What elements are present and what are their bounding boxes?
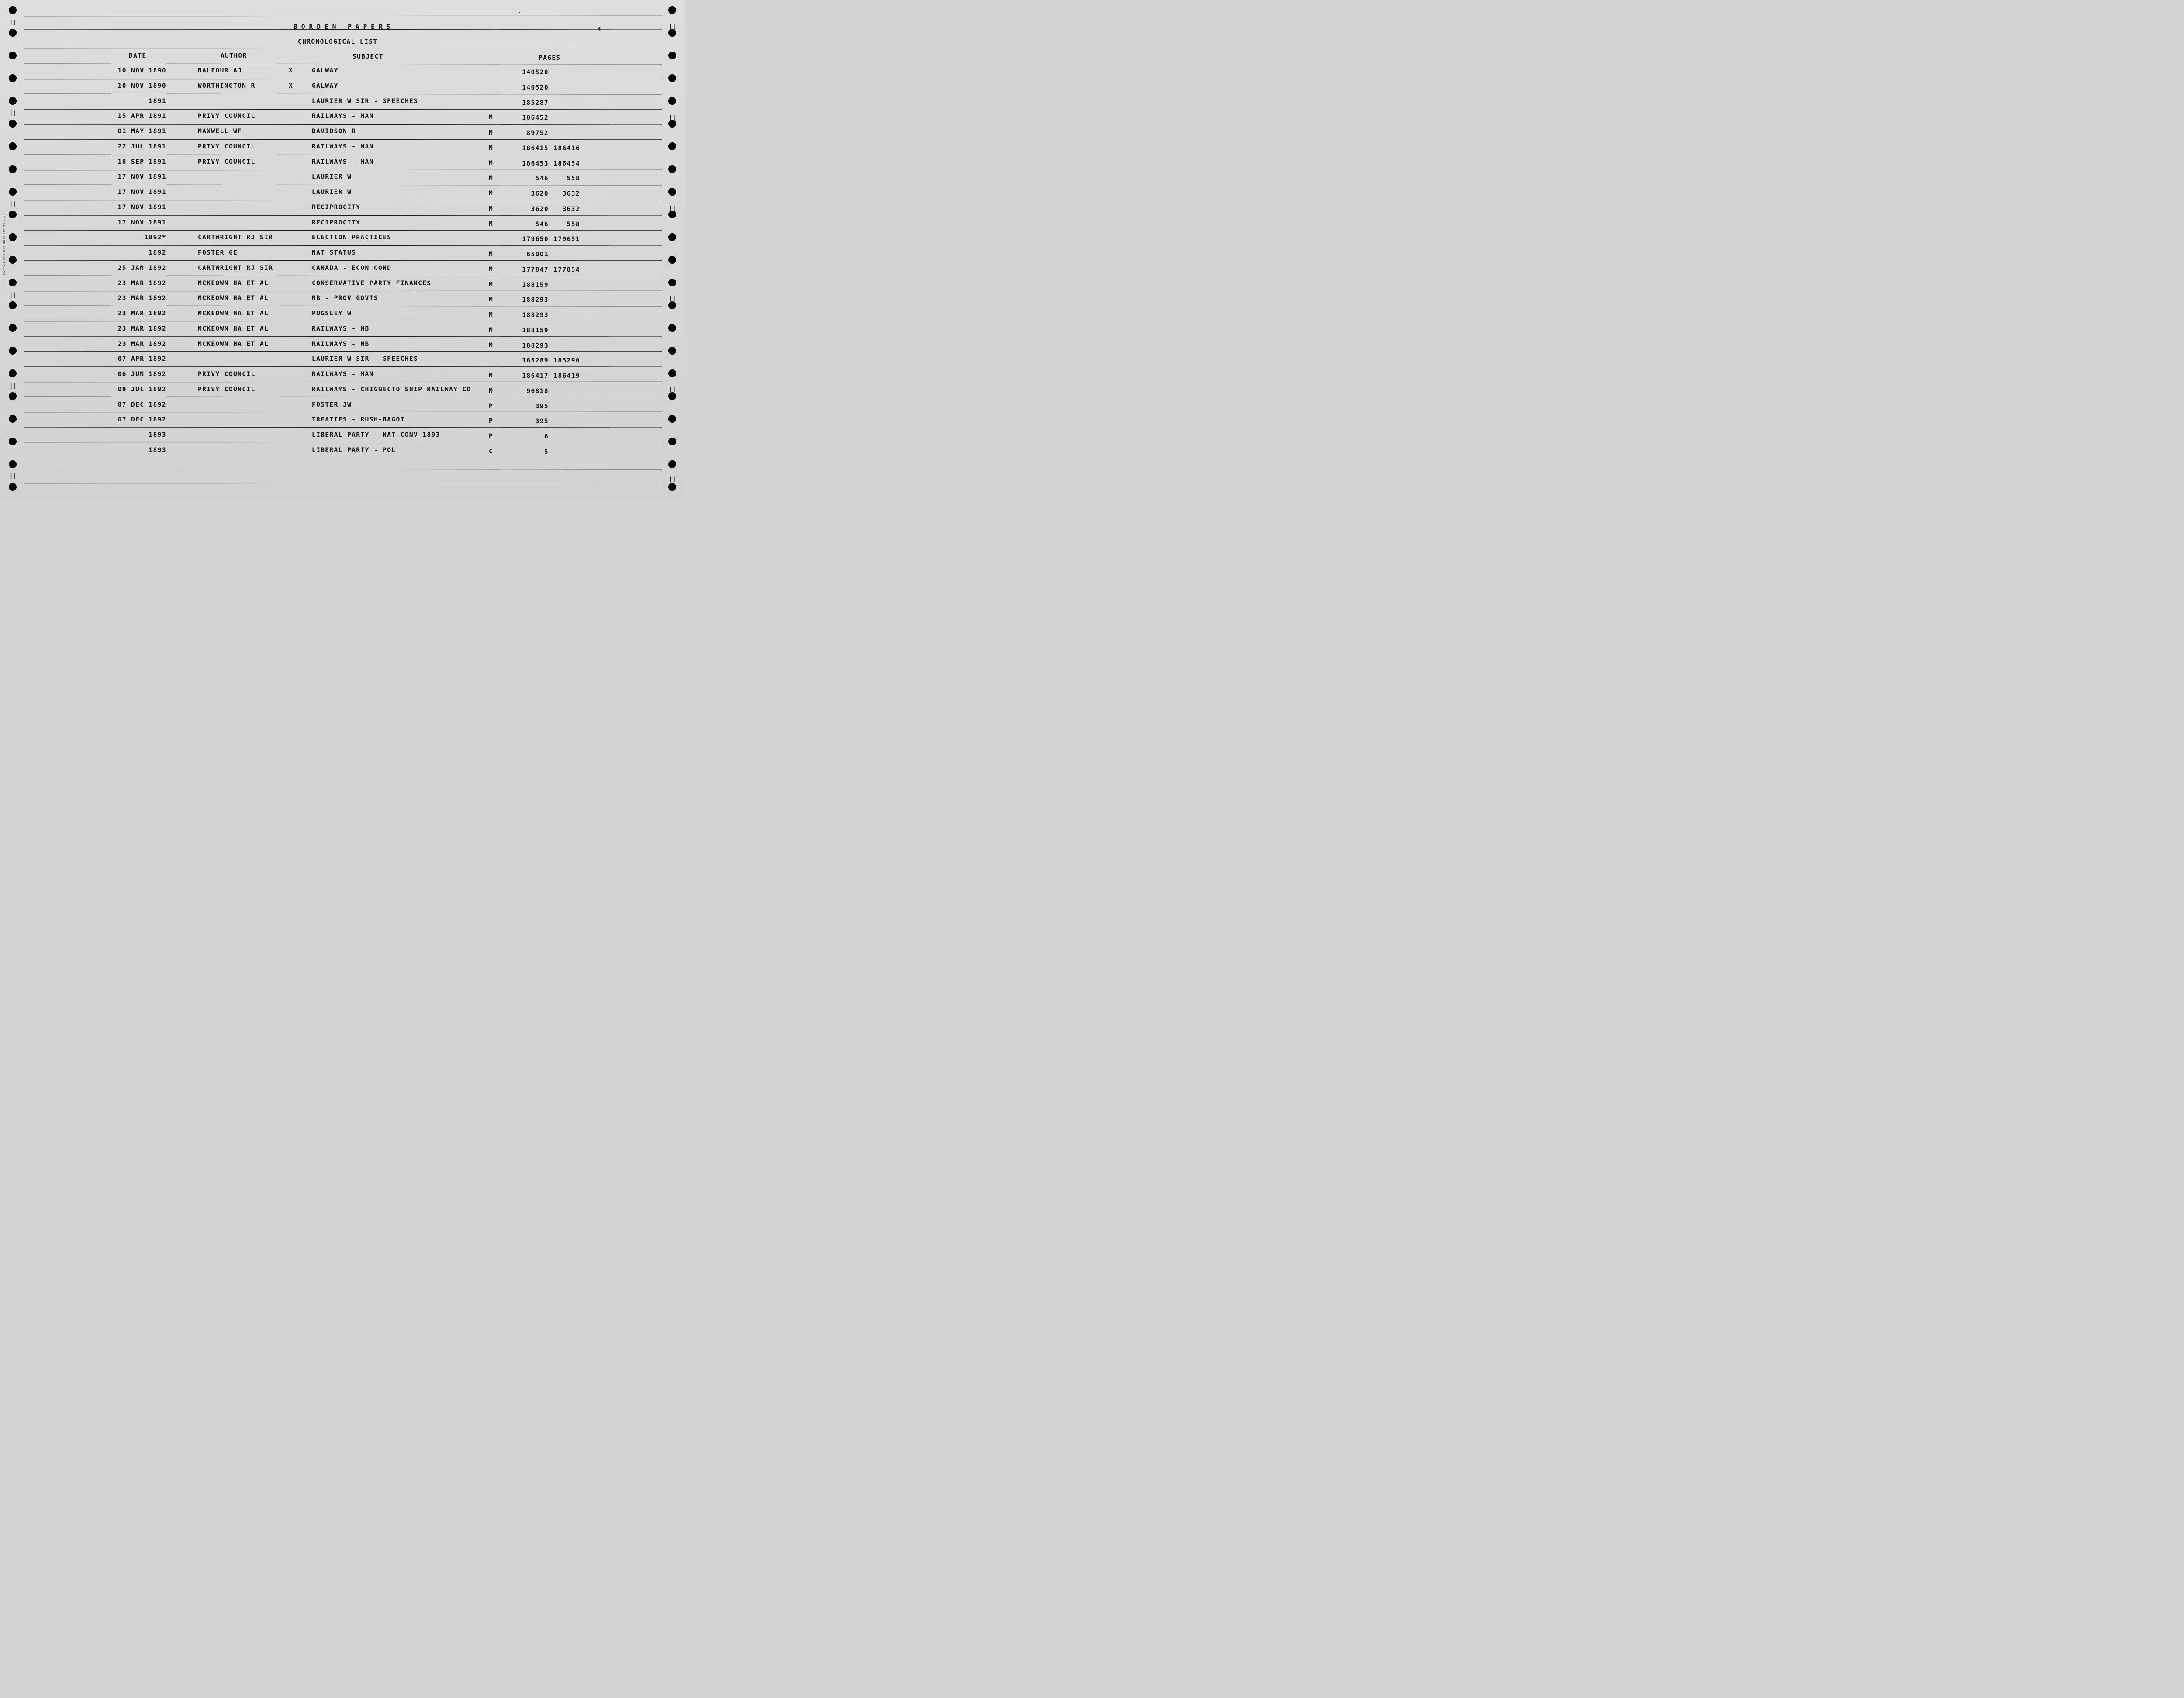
row-type: M bbox=[489, 311, 494, 318]
perforation-mark: || bbox=[669, 476, 677, 482]
row-date: 22 JUL 1891 bbox=[117, 143, 166, 150]
row-date: 07 APR 1892 bbox=[117, 355, 166, 363]
row-subject: RAILWAYS - MAN bbox=[312, 113, 374, 120]
row-author: PRIVY COUNCIL bbox=[198, 158, 256, 166]
ruled-line bbox=[24, 200, 662, 201]
feed-hole bbox=[9, 483, 17, 491]
row-subject: RECIPROCITY bbox=[312, 219, 361, 226]
row-date: 23 MAR 1892 bbox=[117, 280, 166, 287]
row-subject: GALWAY bbox=[312, 67, 339, 74]
feed-hole bbox=[668, 97, 676, 105]
row-type: M bbox=[489, 342, 494, 349]
row-author: MCKEOWN HA ET AL bbox=[198, 280, 269, 287]
row-type: M bbox=[489, 281, 494, 288]
row-date: 18 SEP 1891 bbox=[117, 158, 166, 166]
row-subject: LAURIER W bbox=[312, 173, 352, 181]
row-subject: RAILWAYS - MAN bbox=[312, 158, 374, 166]
feed-hole bbox=[9, 211, 17, 218]
row-subject: RECIPROCITY bbox=[312, 204, 361, 211]
row-author: CARTWRIGHT RJ SIR bbox=[198, 234, 273, 242]
feed-hole bbox=[668, 483, 676, 491]
ruled-line bbox=[24, 94, 662, 95]
feed-hole bbox=[9, 233, 17, 241]
feed-hole bbox=[9, 52, 17, 59]
feed-hole bbox=[9, 415, 17, 423]
row-page-end: 558 bbox=[567, 175, 580, 183]
row-author: PRIVY COUNCIL bbox=[198, 386, 256, 393]
row-subject: LAURIER W bbox=[312, 189, 352, 196]
feed-hole bbox=[668, 392, 676, 400]
page-number: 4 bbox=[598, 26, 602, 33]
ruled-line bbox=[24, 469, 662, 470]
ruled-line bbox=[24, 230, 662, 231]
feed-hole bbox=[668, 29, 676, 37]
row-date: 17 NOV 1891 bbox=[117, 219, 166, 226]
row-date: 01 MAY 1891 bbox=[117, 128, 166, 135]
row-date: 23 MAR 1892 bbox=[117, 310, 166, 317]
row-date: 07 DEC 1892 bbox=[117, 401, 166, 408]
feed-hole bbox=[668, 279, 676, 286]
ruled-line bbox=[24, 185, 662, 186]
row-page-start: 90818 bbox=[526, 387, 549, 395]
row-author: FOSTER GE bbox=[198, 249, 238, 256]
row-type: M bbox=[489, 220, 494, 228]
row-page-end: 186454 bbox=[553, 160, 580, 167]
row-author: WORTHINGTON R bbox=[198, 82, 256, 90]
ruled-line bbox=[24, 139, 662, 140]
perforation-mark: || bbox=[10, 292, 17, 298]
row-author: MCKEOWN HA ET AL bbox=[198, 340, 269, 348]
row-date: 06 JUN 1892 bbox=[117, 371, 166, 378]
feed-hole bbox=[668, 142, 676, 150]
row-type: M bbox=[489, 372, 494, 379]
row-subject: RAILWAYS - MAN bbox=[312, 143, 374, 150]
row-page-start: 186453 bbox=[522, 160, 549, 167]
feed-hole bbox=[9, 256, 17, 264]
row-date: 1892 bbox=[149, 249, 166, 256]
feed-hole bbox=[9, 6, 17, 14]
row-subject: RAILWAYS - CHIGNECTO SHIP RAILWAY CO bbox=[312, 386, 471, 393]
column-header-author: AUTHOR bbox=[221, 52, 247, 59]
ruled-line bbox=[24, 412, 662, 413]
ruled-line bbox=[24, 64, 662, 65]
row-page-start: 89752 bbox=[526, 130, 549, 137]
row-author: PRIVY COUNCIL bbox=[198, 113, 256, 120]
margin-print: FORMATIONS BUSINESS FORMS LTD. bbox=[3, 214, 6, 275]
row-subject: FOSTER JW bbox=[312, 401, 352, 408]
row-page-start: 188293 bbox=[522, 312, 549, 319]
row-date: 1892* bbox=[144, 234, 166, 242]
feed-hole bbox=[9, 438, 17, 445]
row-page-end: 3632 bbox=[562, 205, 580, 213]
row-subject: NB - PROV GOVTS bbox=[312, 295, 378, 302]
column-header-pages: PAGES bbox=[539, 55, 561, 62]
feed-hole bbox=[9, 120, 17, 128]
row-page-end: 3632 bbox=[562, 190, 580, 197]
row-page-end: 177854 bbox=[553, 266, 580, 273]
row-page-start: 186415 bbox=[522, 145, 549, 152]
row-page-start: 5 bbox=[544, 448, 549, 456]
row-page-start: 186417 bbox=[522, 373, 549, 380]
row-type: P bbox=[489, 418, 494, 425]
row-subject: LIBERAL PARTY - NAT CONV 1893 bbox=[312, 431, 440, 438]
feed-hole bbox=[9, 369, 17, 377]
row-page-start: 179650 bbox=[522, 236, 549, 243]
feed-hole bbox=[668, 415, 676, 423]
row-type: M bbox=[489, 296, 494, 304]
row-date: 17 NOV 1891 bbox=[117, 173, 166, 181]
row-author: BALFOUR AJ bbox=[198, 67, 242, 74]
feed-hole bbox=[9, 392, 17, 400]
feed-hole bbox=[668, 438, 676, 445]
feed-hole bbox=[668, 52, 676, 59]
feed-hole bbox=[668, 324, 676, 332]
row-author: MCKEOWN HA ET AL bbox=[198, 310, 269, 317]
feed-hole bbox=[668, 120, 676, 128]
ruled-line bbox=[24, 483, 662, 484]
perforation-mark: || bbox=[669, 295, 677, 301]
row-date: 23 MAR 1892 bbox=[117, 295, 166, 302]
ruled-line bbox=[24, 215, 662, 216]
feed-hole bbox=[9, 279, 17, 286]
row-date: 10 NOV 1890 bbox=[117, 67, 166, 74]
row-subject: NAT STATUS bbox=[312, 249, 356, 256]
perforation-mark: || bbox=[10, 110, 17, 116]
row-page-start: 188159 bbox=[522, 327, 549, 334]
ruled-line bbox=[24, 427, 662, 428]
row-page-start: 3620 bbox=[531, 190, 549, 197]
row-subject: CONSERVATIVE PARTY FINANCES bbox=[312, 280, 432, 287]
row-page-end: 179651 bbox=[553, 236, 580, 243]
corner-speck: · bbox=[518, 10, 521, 15]
row-author: MCKEOWN HA ET AL bbox=[198, 295, 269, 302]
row-page-start: 188293 bbox=[522, 297, 549, 304]
perforation-mark: || bbox=[669, 386, 677, 392]
row-subject: RAILWAYS - MAN bbox=[312, 371, 374, 378]
feed-hole bbox=[9, 97, 17, 105]
ruled-line bbox=[24, 245, 662, 246]
ruled-line bbox=[24, 442, 662, 443]
feed-hole bbox=[668, 233, 676, 241]
row-page-start: 177847 bbox=[522, 266, 549, 273]
ruled-line bbox=[24, 109, 662, 110]
row-page-start: 188293 bbox=[522, 342, 549, 349]
row-page-start: 6 bbox=[544, 433, 549, 440]
perforation-mark: || bbox=[10, 473, 17, 479]
perforation-mark: || bbox=[10, 19, 17, 25]
printout-page bbox=[0, 0, 685, 501]
row-author: CARTWRIGHT RJ SIR bbox=[198, 264, 273, 272]
perforation-mark: || bbox=[669, 205, 677, 211]
row-page-start: 65001 bbox=[526, 251, 549, 258]
ruled-line bbox=[24, 48, 662, 49]
perforation-mark: || bbox=[669, 114, 677, 121]
row-date: 23 MAR 1892 bbox=[117, 340, 166, 348]
feed-hole bbox=[9, 324, 17, 332]
feed-hole bbox=[668, 74, 676, 82]
row-date: 09 JUL 1892 bbox=[117, 386, 166, 393]
row-page-end: 558 bbox=[567, 221, 580, 228]
feed-hole bbox=[668, 369, 676, 377]
feed-hole bbox=[668, 188, 676, 196]
ruled-line bbox=[24, 16, 662, 17]
row-page-start: 188159 bbox=[522, 281, 549, 289]
feed-hole bbox=[9, 165, 17, 173]
row-author: MAXWELL WF bbox=[198, 128, 242, 135]
row-flag: X bbox=[289, 82, 294, 90]
feed-hole bbox=[9, 74, 17, 82]
row-subject: GALWAY bbox=[312, 82, 339, 90]
feed-hole bbox=[9, 142, 17, 150]
feed-hole bbox=[9, 460, 17, 468]
row-page-start: 546 bbox=[535, 175, 549, 183]
row-date: 25 JAN 1892 bbox=[117, 264, 166, 272]
ruled-line bbox=[24, 260, 662, 261]
feed-hole bbox=[668, 165, 676, 173]
ruled-line bbox=[24, 381, 662, 382]
row-type: M bbox=[489, 251, 494, 258]
row-type: P bbox=[489, 402, 494, 410]
row-page-start: 140520 bbox=[522, 69, 549, 76]
row-date: 1891 bbox=[149, 97, 166, 105]
row-date: 10 NOV 1890 bbox=[117, 82, 166, 90]
column-header-date: DATE bbox=[129, 52, 147, 59]
feed-hole bbox=[668, 460, 676, 468]
row-type: M bbox=[489, 144, 494, 152]
ruled-line bbox=[24, 290, 662, 291]
ruled-line bbox=[24, 306, 662, 307]
document-subtitle: CHRONOLOGICAL LIST bbox=[298, 38, 378, 45]
ruled-line bbox=[24, 366, 662, 367]
row-subject: RAILWAYS - NB bbox=[312, 340, 370, 348]
column-header-subject: SUBJECT bbox=[352, 53, 384, 60]
row-page-start: 186452 bbox=[522, 114, 549, 122]
row-type: M bbox=[489, 129, 494, 136]
row-date: 17 NOV 1891 bbox=[117, 204, 166, 211]
row-date: 1893 bbox=[149, 446, 166, 454]
row-type: M bbox=[489, 205, 494, 212]
row-subject: TREATIES - RUSH-BAGOT bbox=[312, 416, 405, 424]
row-page-end: 186416 bbox=[553, 145, 580, 152]
row-date: 15 APR 1891 bbox=[117, 113, 166, 120]
perforation-mark: || bbox=[10, 201, 17, 207]
row-page-end: 186419 bbox=[553, 373, 580, 380]
row-flag: X bbox=[289, 67, 294, 74]
ruled-line bbox=[24, 169, 662, 170]
row-page-start: 546 bbox=[535, 221, 549, 228]
ruled-line bbox=[24, 336, 662, 337]
feed-hole bbox=[668, 6, 676, 14]
feed-hole bbox=[9, 188, 17, 196]
row-type: M bbox=[489, 266, 494, 273]
row-page-start: 395 bbox=[535, 403, 549, 410]
row-date: 17 NOV 1891 bbox=[117, 189, 166, 196]
document-title: BORDEN PAPERS bbox=[294, 24, 394, 31]
row-date: 23 MAR 1892 bbox=[117, 325, 166, 332]
row-type: M bbox=[489, 190, 494, 197]
row-date: 07 DEC 1892 bbox=[117, 416, 166, 424]
row-type: M bbox=[489, 326, 494, 334]
perforation-mark: || bbox=[10, 383, 17, 389]
feed-hole bbox=[668, 301, 676, 309]
row-subject: RAILWAYS - NB bbox=[312, 325, 370, 332]
feed-hole bbox=[9, 347, 17, 355]
row-type: M bbox=[489, 387, 494, 394]
feed-hole bbox=[668, 211, 676, 218]
ruled-line bbox=[24, 321, 662, 322]
row-page-start: 3620 bbox=[531, 205, 549, 213]
feed-hole bbox=[668, 347, 676, 355]
row-page-end: 185290 bbox=[553, 357, 580, 365]
row-date: 1893 bbox=[149, 431, 166, 438]
row-page-start: 395 bbox=[535, 418, 549, 425]
feed-hole bbox=[9, 29, 17, 37]
ruled-line bbox=[24, 124, 662, 125]
row-type: P bbox=[489, 433, 494, 440]
row-page-start: 185287 bbox=[522, 99, 549, 107]
row-subject: DAVIDSON R bbox=[312, 128, 356, 135]
row-type: C bbox=[489, 448, 494, 455]
row-author: PRIVY COUNCIL bbox=[198, 371, 256, 378]
row-author: PRIVY COUNCIL bbox=[198, 143, 256, 150]
row-type: M bbox=[489, 114, 494, 121]
row-subject: LAURIER W SIR - SPEECHES bbox=[312, 355, 418, 363]
ruled-line bbox=[24, 351, 662, 352]
row-subject: LIBERAL PARTY - POL bbox=[312, 446, 396, 454]
row-author: MCKEOWN HA ET AL bbox=[198, 325, 269, 332]
row-subject: ELECTION PRACTICES bbox=[312, 234, 392, 242]
row-subject: LAURIER W SIR - SPEECHES bbox=[312, 97, 418, 105]
feed-hole bbox=[668, 256, 676, 264]
feed-hole bbox=[9, 301, 17, 309]
row-subject: PUGSLEY W bbox=[312, 310, 352, 317]
row-subject: CANADA - ECON COND bbox=[312, 264, 392, 272]
row-page-start: 185289 bbox=[522, 357, 549, 365]
row-page-start: 140520 bbox=[522, 84, 549, 91]
row-type: M bbox=[489, 159, 494, 167]
perforation-mark: || bbox=[669, 24, 677, 30]
row-type: M bbox=[489, 175, 494, 182]
